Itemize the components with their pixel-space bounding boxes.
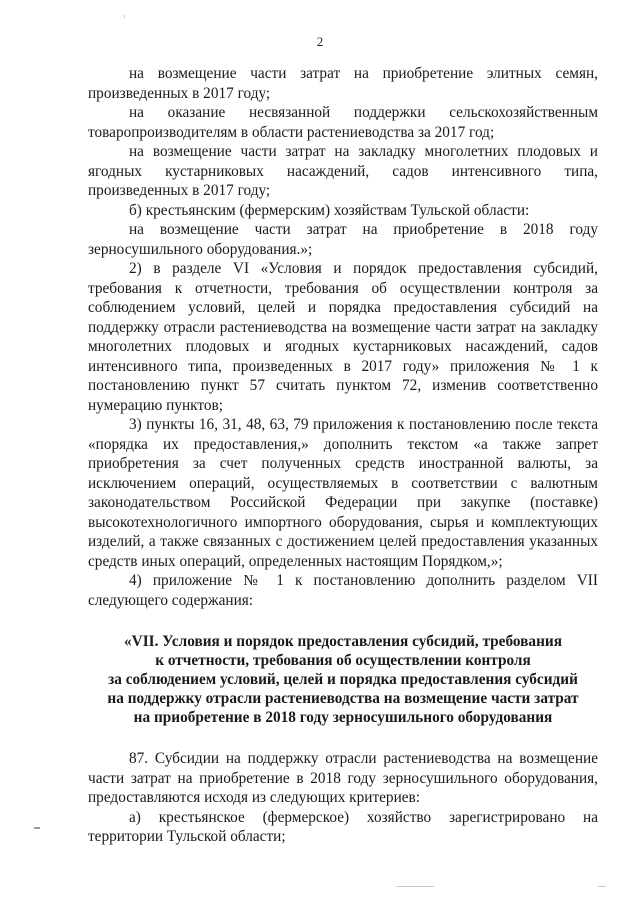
section-heading: [88, 632, 598, 727]
paragraph: 2) в разделе VI «Условия и порядок предоставления субсидий, требования к отчетности, требования об осуществлении контроля за соблюдением условий, целей и порядка предоставления субсидий на поддержку отрасли растениеводства на возмещение части затрат на закладку многолетних плодовых и ягодных кустарниковых насаждений, садов интенсивного типа, произведенных в 2017 году» приложения № 1 к постановлению пункт 57 считать пунктом 72, изменив соответственно нумерацию пунктов;: [88, 260, 598, 414]
scan-artifact: [598, 886, 606, 887]
section-heading-line: за соблюдением условий, целей и порядка предоставления субсидий: [108, 671, 578, 688]
paragraph: 87. Субсидии на поддержку отрасли растениеводства на возмещение части затрат на приобретение в 2018 году зерносушильного оборудования, предоставляются исходя из следующих критериев:: [88, 750, 598, 806]
section-heading-line: на поддержку отрасли растениеводства на возмещение части затрат: [107, 690, 579, 707]
document-body: [88, 64, 598, 847]
section-heading-line: на приобретение в 2018 году зерносушильного оборудования: [133, 709, 553, 726]
section-heading-line: «VII. Условия и порядок предоставления субсидий, требования: [124, 633, 562, 650]
paragraph: на возмещение части затрат на приобретение в 2018 году зерносушильного оборудования.»;: [88, 221, 598, 258]
scan-artifact: [396, 886, 434, 887]
paragraph: на возмещение части затрат на приобретение элитных семян, произведенных в 2017 году;: [88, 65, 598, 102]
paragraph: 4) приложение № 1 к постановлению дополнить разделом VII следующего содержания:: [88, 572, 598, 609]
scan-artifact: [34, 827, 40, 829]
paragraph: а) крестьянское (фермерское) хозяйство зарегистрировано на территории Тульской области;: [88, 808, 598, 845]
page-number: 2: [316, 34, 324, 49]
paragraph: на возмещение части затрат на закладку многолетних плодовых и ягодных кустарниковых насаждений, садов интенсивного типа, произведенных в 2017 году;: [88, 143, 598, 199]
scan-artifact: [124, 15, 125, 18]
paragraph: на оказание несвязанной поддержки сельскохозяйственным товаропроизводителям в области растениеводства за 2017 год;: [88, 104, 598, 141]
section-heading-line: к отчетности, требования об осуществлении контроля: [155, 652, 531, 669]
paragraph: 3) пункты 16, 31, 48, 63, 79 приложения к постановлению после текста «порядка их предоставления,» дополнить текстом «а также запрет приобретения за счет полученных средств иностранной валюты, за исключением операций, осуществляемых в соответствии с валютным законодательством Российской Федерации при закупке (поставке) высокотехнологичного импортного оборудования, сырья и комплектующих изделий, а также связанных с достижением целей предоставления указанных средств иных операций, определенных настоящим Порядком,»;: [88, 416, 598, 570]
paragraph: б) крестьянским (фермерским) хозяйствам Тульской области:: [129, 201, 530, 219]
